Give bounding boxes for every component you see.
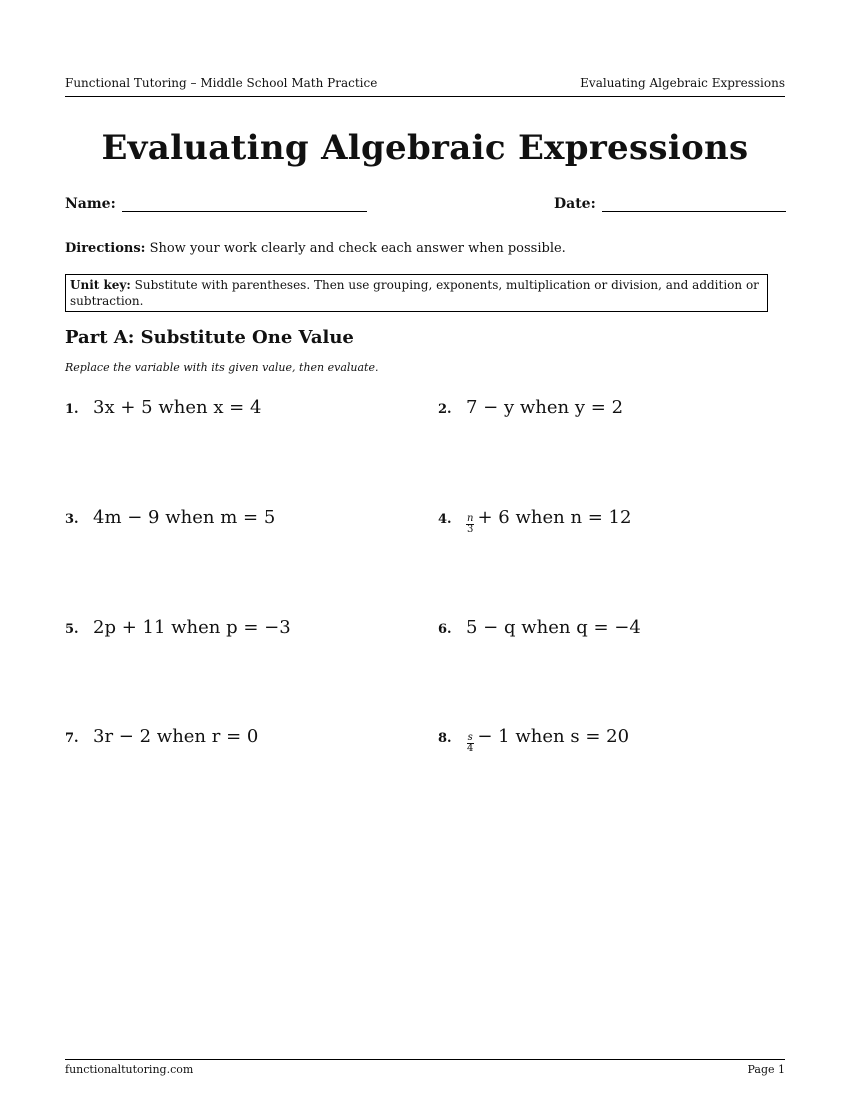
problem-when: when bbox=[158, 397, 208, 418]
directions-label: Directions: bbox=[65, 241, 146, 256]
problem-expression: 2p + 11 bbox=[93, 617, 166, 638]
problem-item bbox=[65, 397, 261, 418]
problem-item bbox=[65, 507, 275, 528]
problem-item bbox=[438, 617, 641, 638]
problem-when: when bbox=[171, 617, 221, 638]
problem-item bbox=[65, 726, 258, 747]
problem-expression: 3r − 2 bbox=[93, 726, 152, 747]
problem-condition: s = 20 bbox=[570, 726, 630, 747]
problem-when: when bbox=[165, 507, 215, 528]
problem-when: when bbox=[519, 397, 570, 418]
page-footer bbox=[65, 1059, 785, 1076]
date-label: Date: bbox=[554, 196, 596, 212]
part-a-instructions: Replace the variable with its given value, then evaluate. bbox=[65, 361, 379, 374]
header-topic: Evaluating Algebraic Expressions bbox=[580, 76, 785, 90]
name-blank[interactable] bbox=[122, 196, 367, 212]
fraction bbox=[466, 514, 474, 535]
problem-condition: m = 5 bbox=[220, 507, 276, 528]
problem-expression: − 1 bbox=[477, 726, 510, 747]
problem-number: 2. bbox=[438, 402, 452, 417]
problem-when: when bbox=[515, 507, 565, 528]
problem-condition: x = 4 bbox=[213, 397, 262, 418]
problem-condition: y = 2 bbox=[574, 397, 624, 418]
problem-number: 6. bbox=[438, 622, 452, 637]
problem-condition: n = 12 bbox=[570, 507, 632, 528]
part-a-title: Part A: Substitute One Value bbox=[65, 327, 354, 348]
unit-key-box bbox=[65, 274, 768, 312]
unit-key-text: Substitute with parentheses. Then use grouping, exponents, multiplication or division, and addition or subtraction. bbox=[70, 278, 759, 308]
problem-item bbox=[438, 397, 623, 418]
problem-number: 1. bbox=[65, 402, 79, 417]
footer-page-number: Page 1 bbox=[747, 1063, 785, 1076]
problem-condition: q = −4 bbox=[576, 617, 641, 638]
problem-number: 7. bbox=[65, 731, 79, 746]
page-title: Evaluating Algebraic Expressions bbox=[101, 128, 749, 168]
unit-key-label: Unit key: bbox=[70, 278, 131, 292]
directions bbox=[65, 241, 566, 256]
problem-item bbox=[438, 507, 631, 537]
problem-number: 3. bbox=[65, 512, 79, 527]
directions-text: Show your work clearly and check each answer when possible. bbox=[149, 241, 566, 256]
name-label: Name: bbox=[65, 196, 116, 212]
date-field[interactable] bbox=[554, 196, 786, 212]
problem-expression: 5 − q bbox=[466, 617, 516, 638]
problem-item bbox=[65, 617, 291, 638]
problem-when: when bbox=[521, 617, 571, 638]
header-course: Functional Tutoring – Middle School Math Practice bbox=[65, 76, 378, 90]
problem-item bbox=[438, 726, 629, 756]
problem-expression: + 6 bbox=[477, 507, 510, 528]
problem-when: when bbox=[515, 726, 565, 747]
problem-expression: 3x + 5 bbox=[93, 397, 153, 418]
fraction-denominator: 4 bbox=[467, 743, 474, 754]
fraction-denominator: 3 bbox=[467, 524, 474, 535]
problem-number: 8. bbox=[438, 731, 452, 746]
problem-expression: 7 − y bbox=[466, 397, 515, 418]
problem-condition: p = −3 bbox=[226, 617, 291, 638]
page-header bbox=[65, 76, 785, 97]
problem-condition: r = 0 bbox=[211, 726, 259, 747]
problem-number: 4. bbox=[438, 512, 452, 527]
fraction bbox=[466, 733, 474, 754]
date-blank[interactable] bbox=[602, 196, 786, 212]
name-field[interactable] bbox=[65, 196, 367, 212]
problem-when: when bbox=[156, 726, 207, 747]
footer-site: functionaltutoring.com bbox=[65, 1063, 194, 1076]
fraction-numerator: s bbox=[467, 732, 473, 743]
problem-number: 5. bbox=[65, 622, 79, 637]
problem-expression: 4m − 9 bbox=[93, 507, 160, 528]
fraction-numerator: n bbox=[467, 513, 474, 524]
